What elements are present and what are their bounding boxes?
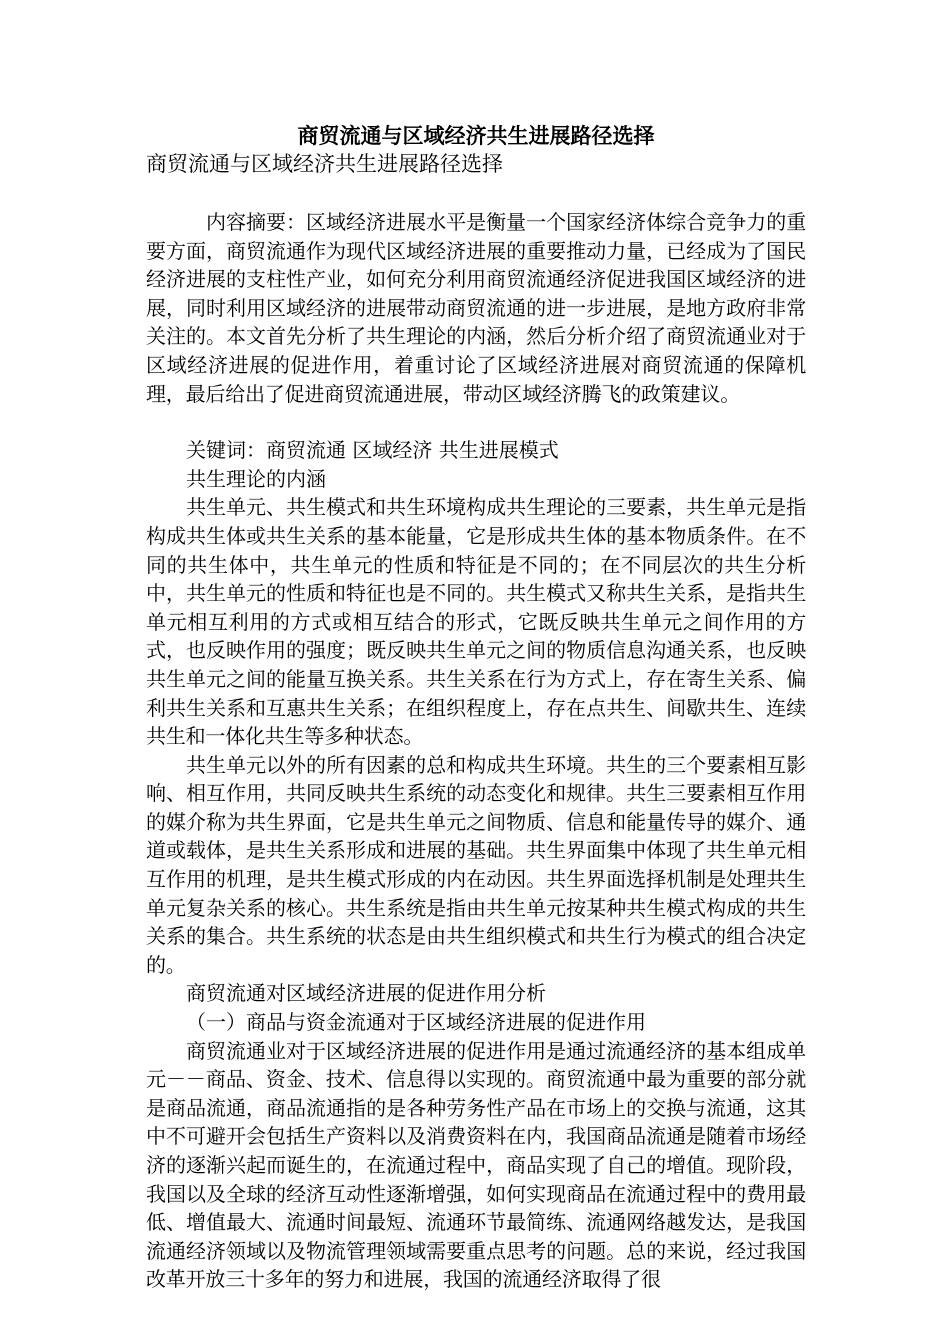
subsection-heading-goods-capital: （一）商品与资金流通对于区域经济进展的促进作用 bbox=[186, 1010, 646, 1035]
document-page bbox=[146, 122, 806, 1294]
section-heading-promotion-role: 商贸流通对区域经济进展的促进作用分析 bbox=[186, 981, 546, 1006]
keywords-line: 关键词：商贸流通 区域经济 共生进展模式 bbox=[186, 438, 559, 463]
body-paragraph: 商贸流通业对于区域经济进展的促进作用是通过流通经济的基本组成单元－－商品、资金、技术、信息得以实现的。商贸流通中最为重要的部分就是商品流通，商品流通指的是各种劳务性产品在市场上的交换与流通，这其中不可避开会包括生产资料以及消费资料在内，我国商品流通是随着市场经济的逐渐兴起而诞生的，在流通过程中，商品实现了自己的增值。现阶段，我国以及全球的经济互动性逐渐增强，如何实现商品在流通过程中的费用最低、增值最大、流通时间最短、流通环节最简练、流通网络越发达，是我国流通经济领域以及物流管理领域需要重点思考的问题。总的来说，经过我国改革开放三十多年的努力和进展，我国的流通经济取得了很 bbox=[146, 1038, 806, 1292]
body-paragraph: 共生单元以外的所有因素的总和构成共生环境。共生的三个要素相互影响、相互作用，共同反映共生系统的动态变化和规律。共生三要素相互作用的媒介称为共生界面，它是共生单元之间物质、信息和能量传导的媒介、通道或载体，是共生关系形成和进展的基础。共生界面集中体现了共生单元相互作用的机理，是共生模式形成的内在动因。共生界面选择机制是处理共生单元复杂关系的核心。共生系统是指由共生单元按某种共生模式构成的共生关系的集合。共生系统的状态是由共生组织模式和共生行为模式的组合决定的。 bbox=[146, 752, 806, 977]
section-heading-symbiosis-theory: 共生理论的内涵 bbox=[186, 466, 326, 491]
abstract-paragraph: 内容摘要：区域经济进展水平是衡量一个国家经济体综合竞争力的重要方面，商贸流通作为现代区域经济进展的重要推动力量，已经成为了国民经济进展的支柱性产业，如何充分利用商贸流通经济促进我国区域经济的进展，同时利用区域经济的进展带动商贸流通的进一步进展，是地方政府非常关注的。本文首先分析了共生理论的内涵，然后分析介绍了商贸流通业对于区域经济进展的促进作用，着重讨论了区域经济进展对商贸流通的保障机理，最后给出了促进商贸流通进展，带动区域经济腾飞的政策建议。 bbox=[146, 210, 806, 406]
document-subtitle: 商贸流通与区域经济共生进展路径选择 bbox=[146, 152, 503, 176]
spacer bbox=[146, 178, 806, 208]
document-title: 商贸流通与区域经济共生进展路径选择 bbox=[297, 123, 655, 148]
spacer bbox=[146, 408, 806, 436]
body-paragraph: 共生单元、共生模式和共生环境构成共生理论的三要素，共生单元是指构成共生体或共生关系的基本能量，它是形成共生体的基本物质条件。在不同的共生体中，共生单元的性质和特征是不同的；在不同层次的共生分析中，共生单元的性质和特征也是不同的。共生模式又称共生关系，是指共生单元相互利用的方式或相互结合的形式，它既反映共生单元之间作用的方式，也反映作用的强度；既反映共生单元之间的物质信息沟通关系，也反映共生单元之间的能量互换关系。共生关系在行为方式上，存在寄生关系、偏利共生关系和互惠共生关系；在组织程度上，存在点共生、间歇共生、连续共生和一体化共生等多种状态。 bbox=[146, 495, 806, 749]
